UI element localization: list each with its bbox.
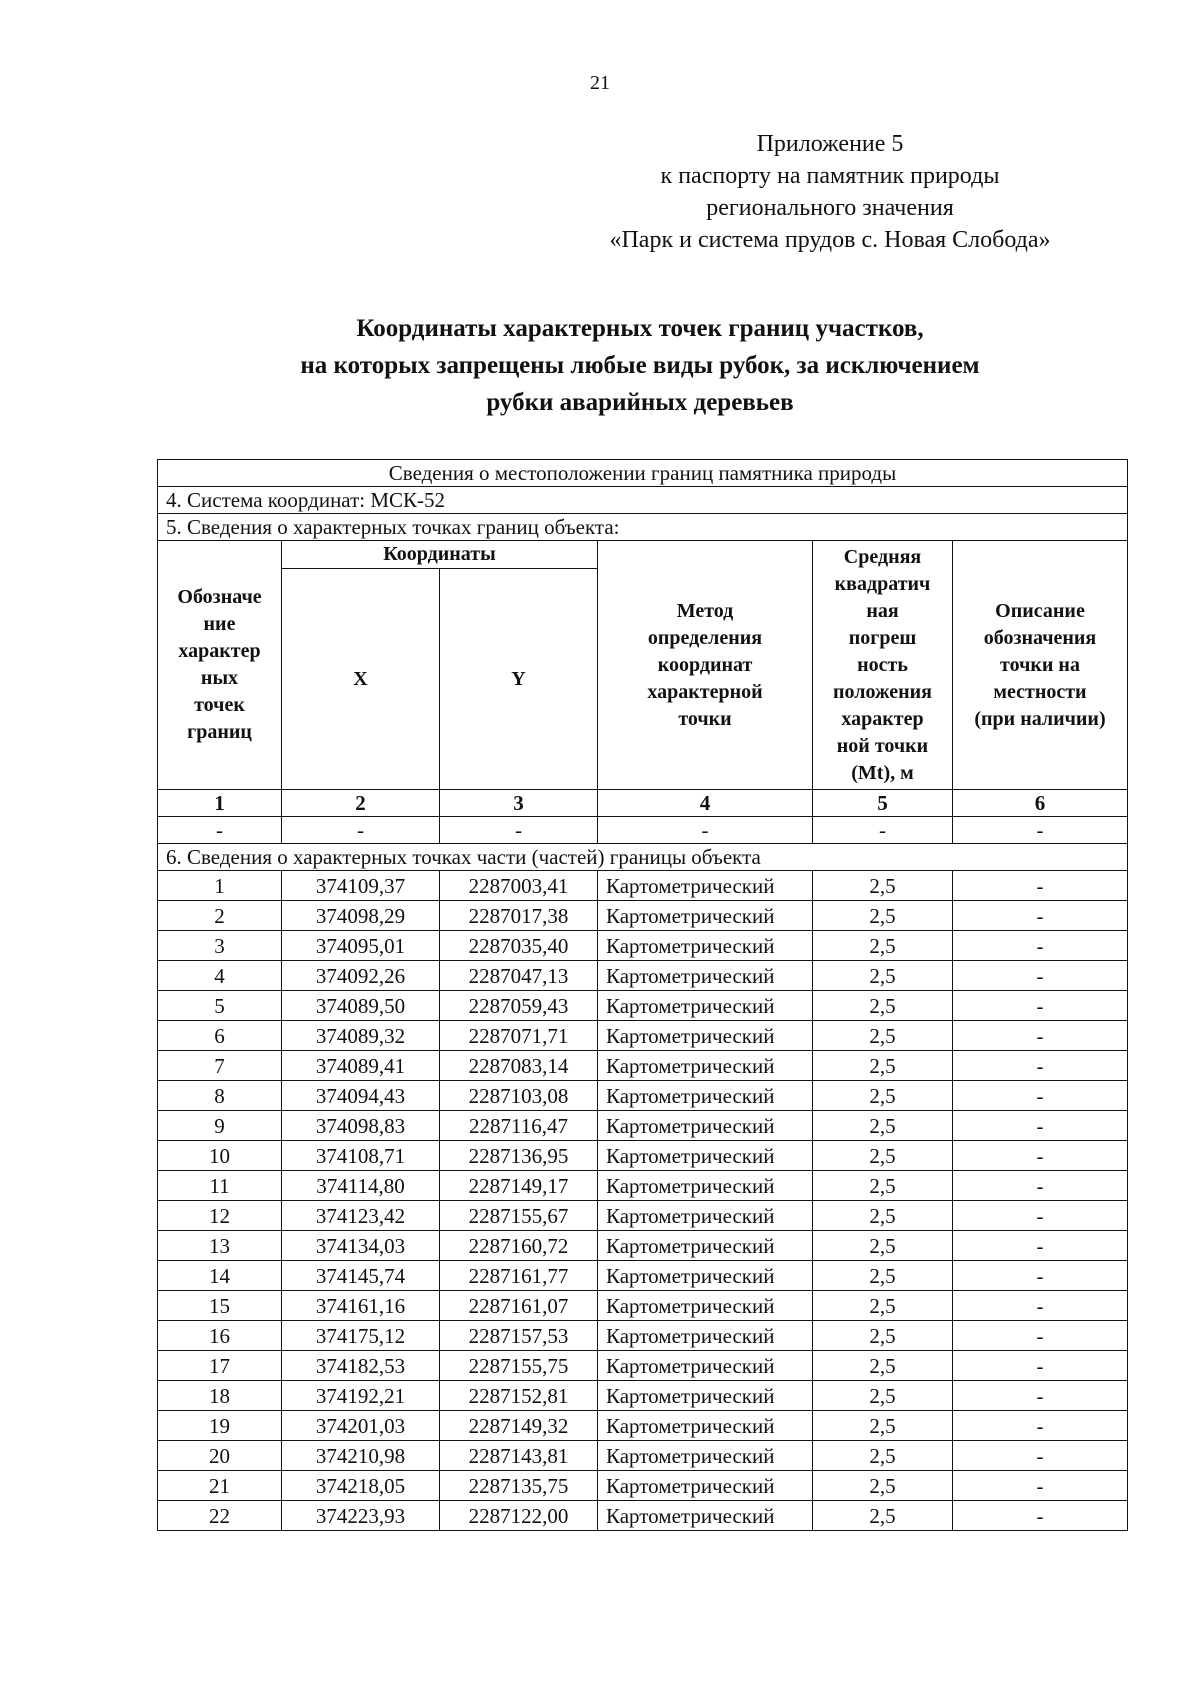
- point-number: 11: [158, 1171, 282, 1201]
- appendix-line: «Парк и система прудов с. Новая Слобода»: [609, 227, 1051, 253]
- coordinate-y: 2287003,41: [440, 871, 598, 901]
- coordinate-y: 2287116,47: [440, 1111, 598, 1141]
- coordinates-table: [157, 459, 1128, 1531]
- error-value: 2,5: [813, 1351, 953, 1381]
- description-value: -: [953, 1351, 1128, 1381]
- point-number: 9: [158, 1111, 282, 1141]
- description-value: -: [953, 1261, 1128, 1291]
- column-number: 3: [440, 790, 598, 817]
- table-row: [158, 1291, 1128, 1321]
- point-number: 17: [158, 1351, 282, 1381]
- error-value: 2,5: [813, 1261, 953, 1291]
- coordinate-y: 2287017,38: [440, 901, 598, 931]
- error-value: 2,5: [813, 991, 953, 1021]
- error-value: 2,5: [813, 1471, 953, 1501]
- table-row: [158, 1351, 1128, 1381]
- description-value: -: [953, 1171, 1128, 1201]
- header-y: Y: [440, 569, 598, 790]
- method-value: Картометрический: [598, 1081, 813, 1111]
- method-value: Картометрический: [598, 1441, 813, 1471]
- table-row: [158, 1051, 1128, 1081]
- boundary-points-heading: 5. Сведения о характерных точках границ объекта:: [158, 514, 1128, 541]
- table-row: [158, 1471, 1128, 1501]
- title-line: на которых запрещены любые виды рубок, за исключением: [300, 352, 980, 379]
- document-title: [150, 310, 1130, 421]
- coordinate-x: 374094,43: [282, 1081, 440, 1111]
- table-row: [158, 1021, 1128, 1051]
- method-value: Картометрический: [598, 1471, 813, 1501]
- description-value: -: [953, 901, 1128, 931]
- table-row: [158, 901, 1128, 931]
- description-value: -: [953, 1051, 1128, 1081]
- coordinate-system-row: 4. Система координат: МСК-52: [158, 487, 1128, 514]
- coordinate-y: 2287155,67: [440, 1201, 598, 1231]
- table-row: [158, 871, 1128, 901]
- method-value: Картометрический: [598, 931, 813, 961]
- description-value: -: [953, 1231, 1128, 1261]
- method-value: Картометрический: [598, 1501, 813, 1531]
- description-value: -: [953, 1501, 1128, 1531]
- point-number: 16: [158, 1321, 282, 1351]
- table-row: [158, 991, 1128, 1021]
- description-value: -: [953, 871, 1128, 901]
- table-row: [158, 1171, 1128, 1201]
- coordinate-y: 2287161,77: [440, 1261, 598, 1291]
- coordinate-y: 2287035,40: [440, 931, 598, 961]
- error-value: 2,5: [813, 1201, 953, 1231]
- error-value: 2,5: [813, 1111, 953, 1141]
- method-value: Картометрический: [598, 1231, 813, 1261]
- error-value: 2,5: [813, 1021, 953, 1051]
- coordinate-y: 2287160,72: [440, 1231, 598, 1261]
- table-caption: Сведения о местоположении границ памятника природы: [158, 460, 1128, 487]
- error-value: 2,5: [813, 901, 953, 931]
- column-number: 5: [813, 790, 953, 817]
- table-row: [158, 1321, 1128, 1351]
- coordinate-y: 2287157,53: [440, 1321, 598, 1351]
- error-value: 2,5: [813, 1501, 953, 1531]
- method-value: Картометрический: [598, 901, 813, 931]
- header-description: Описание обозначения точки на местности (при наличии): [953, 541, 1128, 790]
- empty-cell: -: [953, 817, 1128, 844]
- description-value: -: [953, 1471, 1128, 1501]
- coordinate-x: 374210,98: [282, 1441, 440, 1471]
- coordinate-x: 374218,05: [282, 1471, 440, 1501]
- header-designation: Обозначе ние характер ных точек границ: [158, 541, 282, 790]
- method-value: Картометрический: [598, 961, 813, 991]
- coordinate-y: 2287122,00: [440, 1501, 598, 1531]
- page-number: 21: [590, 72, 610, 94]
- header-x: X: [282, 569, 440, 790]
- table-row: [158, 1381, 1128, 1411]
- description-value: -: [953, 1381, 1128, 1411]
- coordinate-x: 374175,12: [282, 1321, 440, 1351]
- table-row: [158, 1231, 1128, 1261]
- method-value: Картометрический: [598, 1051, 813, 1081]
- point-number: 19: [158, 1411, 282, 1441]
- description-value: -: [953, 1411, 1128, 1441]
- column-number: 2: [282, 790, 440, 817]
- error-value: 2,5: [813, 1411, 953, 1441]
- header-coordinates: Координаты: [282, 541, 598, 569]
- point-number: 15: [158, 1291, 282, 1321]
- coordinate-x: 374108,71: [282, 1141, 440, 1171]
- coordinate-x: 374098,29: [282, 901, 440, 931]
- point-number: 14: [158, 1261, 282, 1291]
- point-number: 3: [158, 931, 282, 961]
- header-error: Средняя квадратич ная погреш ность положения характер ной точки (Mt), м: [813, 541, 953, 790]
- empty-cell: -: [158, 817, 282, 844]
- method-value: Картометрический: [598, 1351, 813, 1381]
- table-row: [158, 1081, 1128, 1111]
- table-row: [158, 1201, 1128, 1231]
- point-number: 2: [158, 901, 282, 931]
- table-row: [158, 961, 1128, 991]
- error-value: 2,5: [813, 1051, 953, 1081]
- coordinate-y: 2287155,75: [440, 1351, 598, 1381]
- method-value: Картометрический: [598, 1321, 813, 1351]
- coordinate-y: 2287071,71: [440, 1021, 598, 1051]
- boundary-part-heading: 6. Сведения о характерных точках части (частей) границы объекта: [158, 844, 1128, 871]
- coordinate-x: 374145,74: [282, 1261, 440, 1291]
- coordinate-y: 2287103,08: [440, 1081, 598, 1111]
- point-number: 4: [158, 961, 282, 991]
- coordinate-y: 2287136,95: [440, 1141, 598, 1171]
- description-value: -: [953, 1321, 1128, 1351]
- description-value: -: [953, 1141, 1128, 1171]
- coordinate-x: 374182,53: [282, 1351, 440, 1381]
- method-value: Картометрический: [598, 1141, 813, 1171]
- method-value: Картометрический: [598, 1261, 813, 1291]
- coordinate-x: 374092,26: [282, 961, 440, 991]
- coordinate-x: 374109,37: [282, 871, 440, 901]
- coordinate-y: 2287152,81: [440, 1381, 598, 1411]
- title-line: рубки аварийных деревьев: [486, 389, 794, 416]
- point-number: 18: [158, 1381, 282, 1411]
- point-number: 13: [158, 1231, 282, 1261]
- table-row: [158, 1261, 1128, 1291]
- description-value: -: [953, 1111, 1128, 1141]
- error-value: 2,5: [813, 1171, 953, 1201]
- point-number: 5: [158, 991, 282, 1021]
- error-value: 2,5: [813, 931, 953, 961]
- appendix-block: [560, 128, 1100, 256]
- table-row: [158, 1441, 1128, 1471]
- column-number: 6: [953, 790, 1128, 817]
- error-value: 2,5: [813, 1291, 953, 1321]
- appendix-line: к паспорту на памятник природы: [660, 163, 1000, 189]
- error-value: 2,5: [813, 1141, 953, 1171]
- coordinate-x: 374089,41: [282, 1051, 440, 1081]
- description-value: -: [953, 961, 1128, 991]
- coordinate-x: 374134,03: [282, 1231, 440, 1261]
- coordinate-y: 2287083,14: [440, 1051, 598, 1081]
- empty-cell: -: [282, 817, 440, 844]
- point-number: 12: [158, 1201, 282, 1231]
- error-value: 2,5: [813, 1231, 953, 1261]
- appendix-line: Приложение 5: [756, 131, 904, 157]
- empty-cell: -: [440, 817, 598, 844]
- method-value: Картометрический: [598, 1171, 813, 1201]
- coordinate-x: 374114,80: [282, 1171, 440, 1201]
- coordinate-x: 374123,42: [282, 1201, 440, 1231]
- title-line: Координаты характерных точек границ участков,: [356, 315, 924, 342]
- description-value: -: [953, 1441, 1128, 1471]
- table-row: [158, 1141, 1128, 1171]
- coordinate-x: 374089,32: [282, 1021, 440, 1051]
- method-value: Картометрический: [598, 871, 813, 901]
- coordinate-x: 374089,50: [282, 991, 440, 1021]
- column-number: 4: [598, 790, 813, 817]
- point-number: 6: [158, 1021, 282, 1051]
- table-row: [158, 931, 1128, 961]
- coordinate-y: 2287149,32: [440, 1411, 598, 1441]
- coordinate-y: 2287149,17: [440, 1171, 598, 1201]
- method-value: Картометрический: [598, 1021, 813, 1051]
- method-value: Картометрический: [598, 1291, 813, 1321]
- point-number: 20: [158, 1441, 282, 1471]
- coordinate-x: 374098,83: [282, 1111, 440, 1141]
- coordinate-y: 2287161,07: [440, 1291, 598, 1321]
- point-number: 10: [158, 1141, 282, 1171]
- description-value: -: [953, 991, 1128, 1021]
- appendix-line: регионального значения: [706, 195, 954, 221]
- empty-cell: -: [598, 817, 813, 844]
- coordinate-x: 374095,01: [282, 931, 440, 961]
- coordinate-x: 374192,21: [282, 1381, 440, 1411]
- error-value: 2,5: [813, 1381, 953, 1411]
- coordinate-x: 374223,93: [282, 1501, 440, 1531]
- error-value: 2,5: [813, 1081, 953, 1111]
- method-value: Картометрический: [598, 1111, 813, 1141]
- empty-cell: -: [813, 817, 953, 844]
- description-value: -: [953, 1081, 1128, 1111]
- point-number: 7: [158, 1051, 282, 1081]
- method-value: Картометрический: [598, 1411, 813, 1441]
- column-number: 1: [158, 790, 282, 817]
- coordinate-y: 2287059,43: [440, 991, 598, 1021]
- coordinate-x: 374161,16: [282, 1291, 440, 1321]
- table-row: [158, 1111, 1128, 1141]
- error-value: 2,5: [813, 1321, 953, 1351]
- coordinate-y: 2287135,75: [440, 1471, 598, 1501]
- coordinate-y: 2287143,81: [440, 1441, 598, 1471]
- method-value: Картометрический: [598, 991, 813, 1021]
- error-value: 2,5: [813, 871, 953, 901]
- table-row: [158, 1501, 1128, 1531]
- description-value: -: [953, 1021, 1128, 1051]
- method-value: Картометрический: [598, 1381, 813, 1411]
- coordinate-y: 2287047,13: [440, 961, 598, 991]
- error-value: 2,5: [813, 961, 953, 991]
- description-value: -: [953, 1201, 1128, 1231]
- header-method: Метод определения координат характерной точки: [598, 541, 813, 790]
- point-number: 1: [158, 871, 282, 901]
- error-value: 2,5: [813, 1441, 953, 1471]
- point-number: 22: [158, 1501, 282, 1531]
- coordinate-x: 374201,03: [282, 1411, 440, 1441]
- description-value: -: [953, 931, 1128, 961]
- table-row: [158, 1411, 1128, 1441]
- point-number: 21: [158, 1471, 282, 1501]
- method-value: Картометрический: [598, 1201, 813, 1231]
- description-value: -: [953, 1291, 1128, 1321]
- point-number: 8: [158, 1081, 282, 1111]
